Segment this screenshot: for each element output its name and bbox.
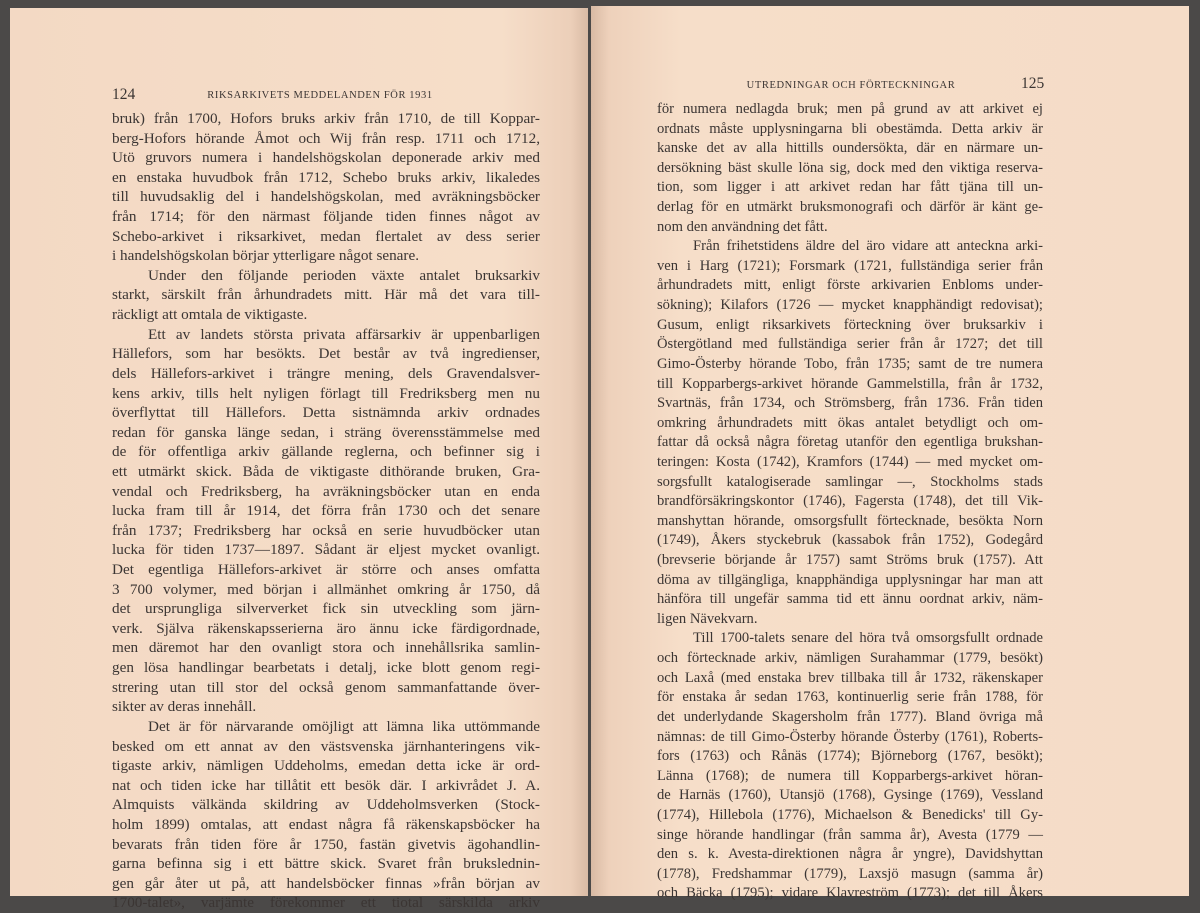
text-line: till Kopparbergs-arkivet hörande Gammelstilla, från år 1732,: [657, 375, 1043, 392]
text-line: en enstaka huvudbok från 1712, Schebo bruks arkiv, likaledes: [112, 168, 540, 186]
paragraph: [112, 266, 540, 325]
text-line: Länna (1768); de numera till Kopparbergs-arkivet höran-: [657, 767, 1043, 784]
running-head: RIKSARKIVETS MEDDELANDEN FÖR 1931: [207, 90, 433, 101]
body-text: [112, 109, 540, 913]
text-line: döma av tillgängliga, knapphändiga upplysningar har man att: [657, 571, 1043, 588]
text-line: i handelshögskolan börjar ytterligare något senare.: [112, 247, 420, 265]
paragraph: [112, 109, 540, 266]
text-line: gen lösa handlingar bearbetats i detalj, icke blott genom regi-: [112, 659, 540, 677]
text-line: tigaste arkiv, nämligen Uddeholms, emedan detta icke är ord-: [112, 757, 540, 775]
paragraph: [657, 100, 1043, 237]
text-line: Utö gruvors numera i handelshögskolan deponerade arkiv med: [112, 149, 540, 167]
text-line: för numera nedlagda bruk; men på grund av att arkivet ej: [657, 101, 1043, 117]
text-line: garna befinna sig i ett bättre skick. Svaret från brukslednin-: [112, 855, 540, 873]
text-line: strering utan till stor del också genom sammanfattande över-: [112, 678, 540, 696]
text-line: från 1714; för den närmast följande tiden finnes något av: [112, 208, 540, 226]
text-line: tion, som ligger i att arkivet redan har fått tjäna till un-: [657, 179, 1043, 196]
text-line: hänföra till ungefär samma tid ett ännu oordnat arkiv, näm-: [657, 591, 1043, 608]
page-number: 124: [112, 86, 136, 103]
paragraph: [112, 325, 540, 717]
text-line: (1774), Hillebola (1776), Michaelson & Benedicks' till Gy-: [657, 806, 1043, 823]
text-line: derlag för en utmärkt bruksmonografi och därför är känt ge-: [657, 199, 1043, 216]
text-line: Det är för närvarande omöjligt att lämna lika uttömmande: [148, 717, 540, 735]
text-line: ligen Nävekvarn.: [657, 610, 758, 627]
text-line: bevarats från tiden före år 1750, fastän givetvis ägohandlin-: [112, 835, 540, 853]
text-line: besked om ett annat av den västsvenska järnhanteringens vik-: [112, 737, 540, 755]
text-line: Svartnäs, från 1734, och Strömsberg, från 1736. Från tiden: [657, 395, 1043, 412]
text-line: (1778), Fredshammar (1779), Laxsjö masugn (samma år): [657, 865, 1043, 882]
paragraph: [657, 629, 1043, 904]
page-number: 125: [1021, 75, 1045, 92]
text-line: från 1737; Fredriksberg har också en serie huvudböcker utan: [112, 521, 540, 539]
text-line: nom den användning det fått.: [657, 218, 828, 235]
text-line: överflyttat till Hällefors. Detta sistnämnda arkiv ordnades: [112, 404, 540, 422]
text-line: Ett av landets största privata affärsarkiv är uppenbarligen: [148, 325, 540, 343]
text-line: sorgsfullt katalogiserade samlingar —, Stockholms stads: [657, 473, 1043, 490]
text-line: Schebo-arkivet i riksarkivet, medan flertalet av dess serier: [112, 227, 540, 245]
text-line: redan för ganska länge sedan, i sträng överensstämmelse med: [112, 423, 540, 441]
text-line: men däremot har den ovanligt stora och innehållsrika samlin-: [112, 639, 540, 657]
text-line: nat och tiden icke har tillåtit ett besök där. I arkivrådet J. A.: [112, 776, 540, 794]
text-line: fors (1763) och Rånäs (1774); Björneborg (1767, besökt);: [657, 748, 1043, 765]
left-page: [10, 8, 588, 912]
text-line: (brevserie börjande år 1757) samt Ströms bruk (1757). Att: [657, 552, 1043, 569]
text-line: Almquists välkända skildring av Uddeholmsverken (Stock-: [112, 796, 540, 814]
text-line: Från frihetstidens äldre del äro vidare att anteckna arki-: [693, 238, 1043, 255]
text-line: dersökning bäst skulle löna sig, dock med den viktiga reserva-: [657, 159, 1043, 176]
text-line: och Laxå (med enstaka brev tillbaka till år 1732, räkenskaper: [657, 669, 1043, 686]
text-line: vendal och Fredriksberg, ha avräkningsböcker utan en enda: [112, 482, 540, 500]
text-line: lucka fram till år 1914, det förra från 1730 och det senare: [112, 502, 540, 520]
text-line: Gimo-Österby hörande Tobo, från 1735; samt de tre numera: [657, 355, 1043, 372]
text-line: räckligt att omtala de viktigaste.: [112, 306, 308, 324]
text-line: århundradets mitt, enligt förste arkivarien Enbloms under-: [657, 277, 1043, 294]
text-line: bruk) från 1700, Hofors bruks arkiv från 1710, de till Koppar-: [112, 110, 540, 127]
text-line: Till 1700-talets senare del höra två omsorgsfullt ordnade: [693, 630, 1043, 647]
text-line: singe hörande handlingar (från samma år), Avesta (1779 —: [657, 826, 1043, 843]
text-line: Det egentliga Hällefors-arkivet är större och anses omfatta: [112, 561, 540, 579]
text-line: fattar då också några företag utanför den egentliga brukshan-: [657, 434, 1043, 451]
text-line: lucka för tiden 1737—1897. Sådant är eljest mycket ovanligt.: [112, 541, 540, 559]
text-line: 1700-talet», varjämte förekommer ett tiotal särskilda arkiv: [112, 894, 540, 912]
text-line: kens arkiv, tills helt nyligen förlagt till Fredriksberg men nu: [112, 384, 540, 402]
body-text: [657, 100, 1043, 904]
text-line: ven i Harg (1721); Forsmark (1721, fullständiga serier från: [657, 257, 1043, 274]
text-line: för enstaka år sedan 1763, kontinuerlig serie från 1788, för: [657, 689, 1043, 706]
text-line: de för offentliga arkiv gällande reglerna, och befinner sig i: [112, 443, 540, 461]
text-line: omkring århundradets mitt ökas antalet betydligt och om-: [657, 414, 1043, 431]
running-head: UTREDNINGAR OCH FÖRTECKNINGAR: [746, 80, 956, 91]
text-line: sökning); Kilafors (1726 — mycket knapphändigt redovisat);: [657, 297, 1043, 314]
text-line: verk. Själva räkenskapsserierna äro ännu icke färdigordnade,: [112, 619, 540, 637]
text-line: brandförsäkringskontor (1746), Fagersta (1748), det till Vik-: [657, 493, 1043, 510]
paragraph: [657, 237, 1043, 629]
text-line: dels Hällefors-arkivet i trängre mening, dels Gravendalsver-: [112, 364, 540, 382]
text-line: starkt, särskilt från århundradets mitt. Här må det vara till-: [112, 286, 540, 304]
text-line: och Bäcka (1795); vidare Klavreström (1773); det till Åkers: [657, 885, 1043, 902]
text-line: (1749), Åkers styckebruk (kassabok från 1752), Godegård: [657, 532, 1043, 549]
text-line: det ursprungliga silververket fick sin utveckling som järn-: [112, 600, 540, 618]
text-line: gen går åter ut på, att handelsböcker finnas »från början av: [112, 874, 540, 892]
text-line: till huvudsaklig del i handelshögskolan, med avräkningsböcker: [112, 188, 540, 206]
text-line: kanske det av alla hittills oundersökta, där en närmare un-: [657, 140, 1043, 157]
text-line: holm 1899) omtalas, att endast några få räkenskapsböcker ha: [112, 815, 540, 833]
text-line: de Harnäs (1760), Utansjö (1768), Gysinge (1769), Vessland: [657, 787, 1043, 804]
text-line: ett utmärkt skick. Båda de viktigaste dithörande bruken, Gra-: [112, 462, 540, 480]
paragraph: [112, 717, 540, 913]
text-line: teringen: Kosta (1742), Kramfors (1744) — med mycket om-: [657, 453, 1043, 470]
text-line: Hällefors, som har besökts. Det består av två ingredienser,: [112, 345, 540, 363]
text-line: nämnas: de till Gimo-Österby hörande Österby (1761), Roberts-: [657, 728, 1043, 745]
text-line: det underlydande Skagersholm från 1777). Bland övriga må: [657, 708, 1043, 725]
text-line: Under den följande perioden växte antalet bruksarkiv: [148, 266, 540, 284]
text-line: Östergötland med fullständiga serier från år 1727; det till: [657, 336, 1043, 353]
text-line: sikter av deras innehåll.: [112, 698, 257, 716]
text-line: den s. k. Avesta-direktionen några år yngre), Davidshyttan: [657, 846, 1043, 863]
text-line: Gusum, enligt riksarkivets förteckning över bruksarkiv i: [657, 316, 1043, 333]
text-line: manshyttan hörande, omsorgsfullt förtecknade, besökta Norn: [657, 512, 1043, 529]
text-line: ordnats måste upplysningarna bli obestämda. Detta arkiv är: [657, 120, 1043, 137]
text-line: och förtecknade arkiv, nämligen Surahammar (1779, besökt): [657, 650, 1043, 667]
text-line: berg-Hofors hörande Åmot och Wij från resp. 1711 och 1712,: [112, 129, 540, 147]
right-page: [591, 6, 1189, 902]
text-line: 3 700 volymer, med början i allmänhet omkring år 1750, då: [112, 580, 540, 598]
